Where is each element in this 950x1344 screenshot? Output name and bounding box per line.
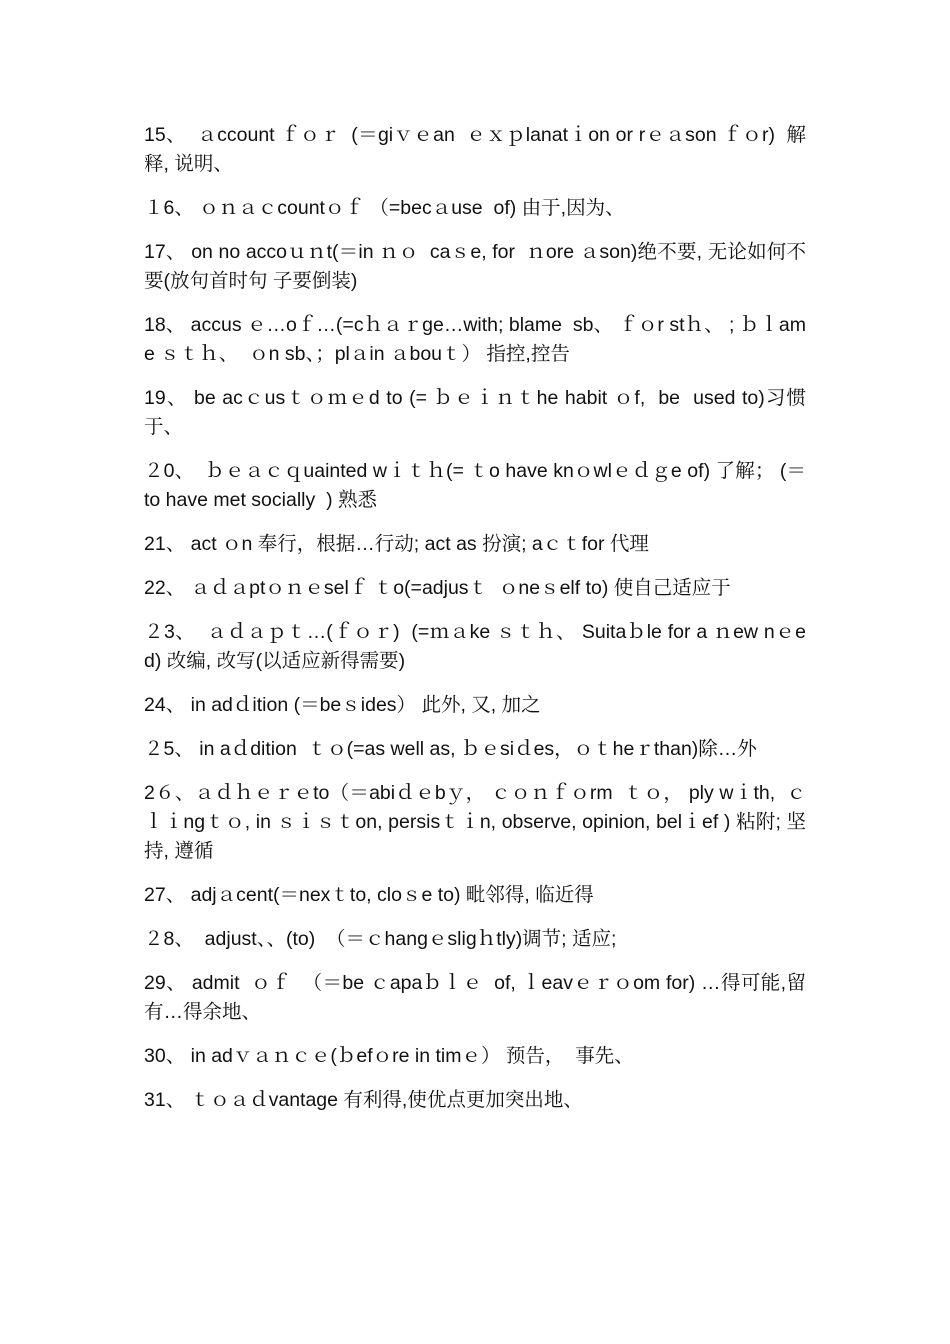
list-item: 31、 ｔｏａｄvantage 有利得,使优点更加突出地、 <box>144 1089 583 1111</box>
list-item: ２5、 in aｄdition ｔｏ(=as well as, ｂｅsiｄes，ｏｔheｒthan)除…外 <box>144 738 757 760</box>
list-item: 19、 be acｃusｔｏｍｅd to (= ｂｅｉｎｔhe habit ｏf, be used to)习惯于、 <box>144 387 806 438</box>
list-item: 2６、ａｄｈｅｒｅto（＝abiｄｅbｙ， ｃｏｎｆｏrm ｔｏ， ply wｉth, ｃｌｉngｔｏ, in ｓｉｓｔon, persisｔｉn, observe, opinion, belｉef ) 粘附; 坚持, 遵循 <box>144 782 806 862</box>
list-item: 27、 adjａcent(＝nexｔto, cloｓe to) 毗邻得, 临近得 <box>144 884 594 906</box>
vocabulary-list <box>144 121 806 1130</box>
list-item: 21、 act ｏn 奉行，根据…行动; act as 扮演; aｃｔfor 代理 <box>144 533 649 555</box>
list-item: 29、 admit ｏｆ （＝be ｃapaｂｌｅ of, ｌeavｅｒｏom for) …得可能,留有…得余地、 <box>144 972 806 1023</box>
list-item: ２3、 ａｄａｐｔ…(ｆｏｒ) (=ｍａke ｓｔｈ、 Suitaｂle for a ｎew nｅed) 改编, 改写(以适应新得需要) <box>144 621 806 672</box>
list-item: ２8、 adjust、、(to) （＝ｃhangｅsligｈtly)调节; 适应; <box>144 928 617 950</box>
list-item: 24、 in adｄition (＝beｓides） 此外, 又, 加之 <box>144 694 541 716</box>
list-item: ２0、 ｂｅａｃｑuainted wｉｔｈ(= ｔo have knｏwlｅｄｇe of) 了解； (＝to have met socially ) 熟悉 <box>144 460 806 511</box>
list-item: 30、 in adｖａｎｃｅ(ｂefｏre in timｅ） 预告， 事先、 <box>144 1045 634 1067</box>
list-item: 22、 ａｄａptｏｎｅselｆ ｔo(=adjusｔ ｏneｓelf to) 使自己适应于 <box>144 577 731 599</box>
list-item: １6、 ｏｎａｃcountｏｆ （=becａuse of) 由于,因为、 <box>144 197 625 219</box>
list-item: 17、 on no accoｕｎt(＝in ｎｏ caｓe, for ｎore ａson)绝不要, 无论如何不要(放句首时句 子要倒装) <box>144 241 806 292</box>
list-item: 15、 ａccount ｆｏｒ (＝giｖｅan ｅｘｐlanatｉon or rｅａson ｆｏr) 解释, 说明、 <box>144 124 806 175</box>
list-item: 18、 accus ｅ…oｆ…(=cｈａｒge…with; blame sb、 ｆｏr stｈ、 ; ｂｌame ｓｔｈ、 ｏn sb、；plａin ａbouｔ） 指控,控告 <box>144 314 806 365</box>
